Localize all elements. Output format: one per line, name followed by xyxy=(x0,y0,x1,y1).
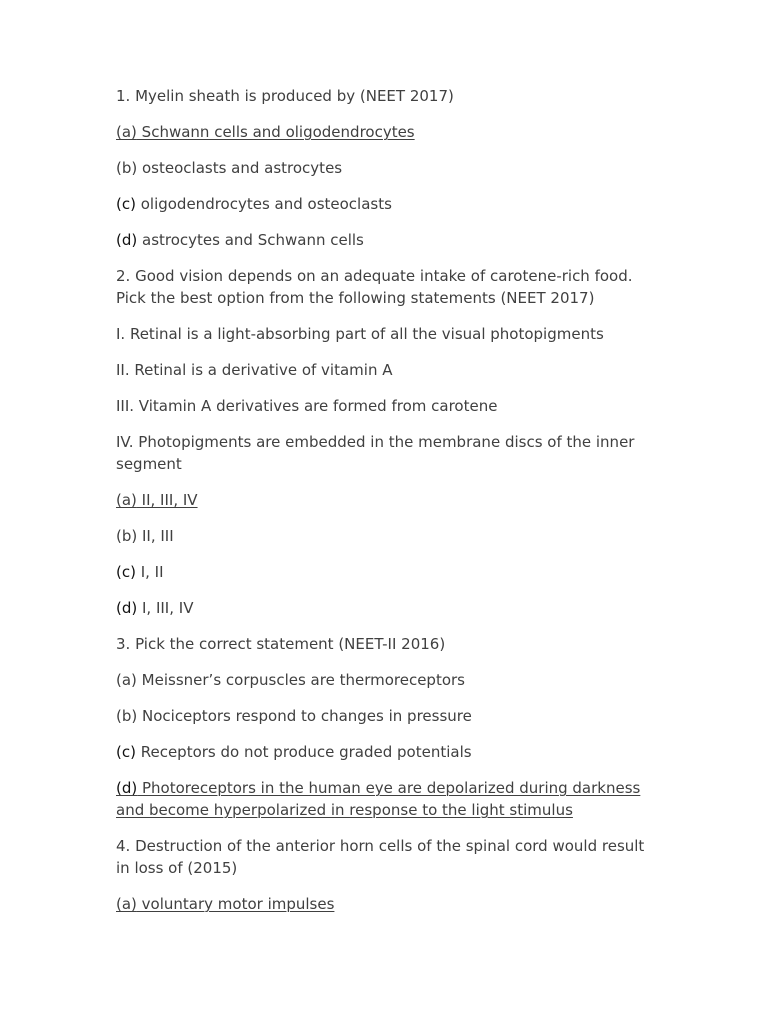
question-1-option-c xyxy=(116,193,656,215)
question-3-stem: 3. Pick the correct statement (NEET-II 2016) xyxy=(116,635,446,653)
question-2-statement-2: II. Retinal is a derivative of vitamin A xyxy=(116,361,393,379)
question-2-option-a-line xyxy=(116,489,656,511)
option-text: voluntary motor impulses xyxy=(136,895,335,913)
option-text: oligodendrocytes and osteoclasts xyxy=(135,195,392,213)
option-text: astrocytes and Schwann cells xyxy=(137,231,364,249)
question-2-option-d xyxy=(116,597,656,619)
question-1-option-b xyxy=(116,157,656,179)
question-1-option-a xyxy=(116,121,656,143)
question-3-option-a xyxy=(116,669,656,691)
option-text: Schwann cells and oligodendrocytes xyxy=(136,123,415,141)
question-2-stem: 2. Good vision depends on an adequate intake of carotene-rich food. Pick the best option from the following statements (NEET 2017) xyxy=(116,267,633,307)
question-1-stem: 1. Myelin sheath is produced by (NEET 2017) xyxy=(116,87,454,105)
option-marker: (b) xyxy=(116,159,138,177)
question-2-option-a xyxy=(116,491,198,509)
question-4-option-a xyxy=(116,895,334,913)
option-marker: (c) xyxy=(116,563,136,581)
option-text: osteoclasts and astrocytes xyxy=(137,159,343,177)
question-4-stem: 4. Destruction of the anterior horn cells of the spinal cord would result in loss of (2015) xyxy=(116,837,645,877)
option-marker: (d) xyxy=(116,779,138,797)
question-3-option-b xyxy=(116,705,656,727)
option-marker: (d) xyxy=(116,231,138,249)
question-2-statement-4: IV. Photopigments are embedded in the membrane discs of the inner segment xyxy=(116,433,635,473)
option-marker: (c) xyxy=(116,195,136,213)
question-2-option-b xyxy=(116,525,656,547)
question-2-statement-1: I. Retinal is a light-absorbing part of all the visual photopigments xyxy=(116,325,604,343)
document-page xyxy=(116,85,656,929)
question-2-option-c xyxy=(116,561,656,583)
option-text: I, II xyxy=(135,563,164,581)
option-text: Photoreceptors in the human eye are depolarized during darkness and become hyperpolarized in response to the light stimulus xyxy=(116,779,641,819)
option-text: Receptors do not produce graded potentials xyxy=(135,743,472,761)
option-text: II, III xyxy=(137,527,174,545)
option-marker: (b) xyxy=(116,527,138,545)
option-marker: (a) xyxy=(116,123,137,141)
question-2-statement-3: III. Vitamin A derivatives are formed from carotene xyxy=(116,397,498,415)
option-marker: (b) xyxy=(116,707,138,725)
option-text: II, III, IV xyxy=(136,491,198,509)
option-marker: (d) xyxy=(116,599,138,617)
question-1-option-d xyxy=(116,229,656,251)
option-text: I, III, IV xyxy=(137,599,194,617)
question-3-option-d xyxy=(116,777,656,821)
option-marker: (a) xyxy=(116,671,137,689)
option-text: Meissner’s corpuscles are thermoreceptors xyxy=(136,671,465,689)
question-4-option-a-line xyxy=(116,893,656,915)
option-marker: (c) xyxy=(116,743,136,761)
question-3-option-c xyxy=(116,741,656,763)
option-marker: (a) xyxy=(116,491,137,509)
option-marker: (a) xyxy=(116,895,137,913)
option-text: Nociceptors respond to changes in pressure xyxy=(137,707,472,725)
